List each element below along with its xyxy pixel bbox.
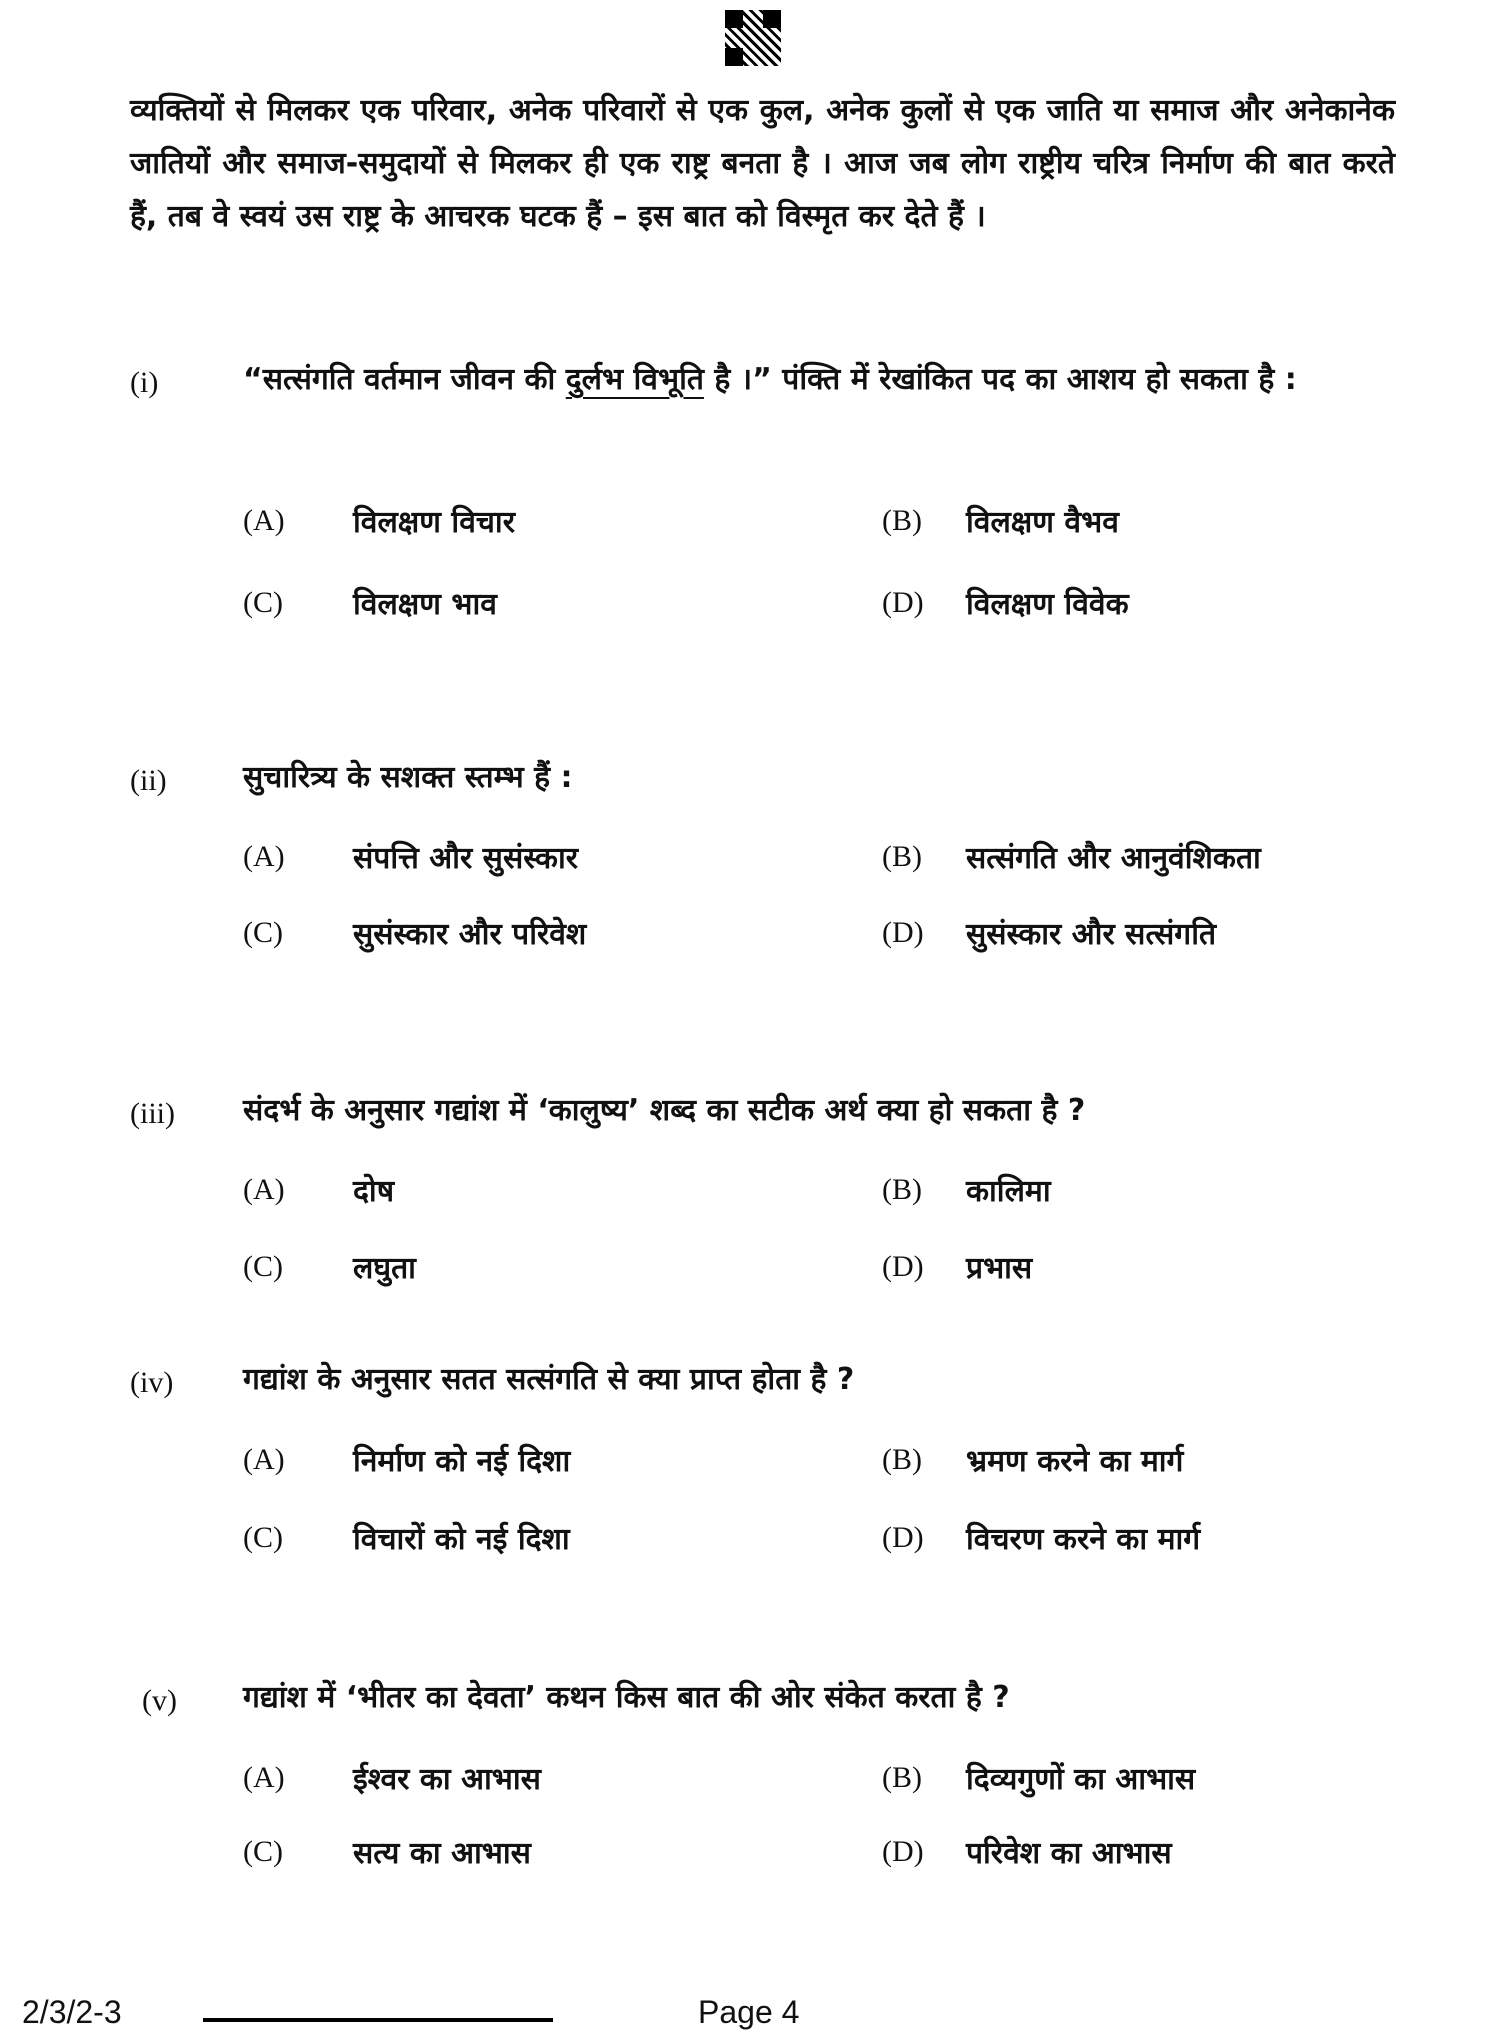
page-number: Page 4	[698, 1994, 800, 2030]
option-label: (B)	[882, 1443, 922, 1476]
option-text: सत्संगति और आनुवंशिकता	[966, 841, 1261, 876]
question-number: (i)	[130, 366, 159, 399]
option-label: (B)	[882, 840, 922, 873]
option-text: भ्रमण करने का मार्ग	[966, 1444, 1184, 1479]
option-text: दिव्यगुणों का आभास	[966, 1762, 1196, 1797]
question-text-part: “सत्संगति वर्तमान जीवन की	[243, 362, 566, 397]
question-text: गद्यांश के अनुसार सतत सत्संगति से क्या प्राप्त होता है ?	[243, 1362, 855, 1397]
option-text: विलक्षण विचार	[353, 505, 515, 540]
option-label: (D)	[882, 916, 924, 949]
option-label: (D)	[882, 1250, 924, 1283]
option-label: (A)	[243, 504, 285, 537]
option-text: दोष	[353, 1174, 395, 1209]
option-label: (C)	[243, 586, 283, 619]
option-label: (B)	[882, 1761, 922, 1794]
option-label: (B)	[882, 504, 922, 537]
footer-rule	[203, 2018, 553, 2022]
option-text: प्रभास	[966, 1251, 1033, 1286]
paper-code: 2/3/2-3	[22, 1994, 122, 2030]
option-text: विचारों को नई दिशा	[353, 1522, 570, 1557]
option-text: सत्य का आभास	[353, 1836, 531, 1871]
question-text: सुचारित्र्य के सशक्त स्तम्भ हैं :	[243, 760, 573, 795]
option-text: विलक्षण भाव	[353, 587, 497, 622]
option-label: (C)	[243, 1250, 283, 1283]
option-label: (A)	[243, 1443, 285, 1476]
question-text-part: है ।” पंक्ति में रेखांकित पद का आशय हो सकता है :	[703, 362, 1297, 397]
question-text: संदर्भ के अनुसार गद्यांश में ‘कालुष्य’ शब्द का सटीक अर्थ क्या हो सकता है ?	[243, 1093, 1086, 1128]
option-text: विचरण करने का मार्ग	[966, 1522, 1201, 1557]
option-text: सुसंस्कार और परिवेश	[353, 917, 587, 952]
option-label: (C)	[243, 916, 283, 949]
question-number: (v)	[142, 1684, 177, 1717]
option-text: परिवेश का आभास	[966, 1836, 1172, 1871]
option-label: (D)	[882, 1521, 924, 1554]
option-text: सुसंस्कार और सत्संगति	[966, 917, 1217, 952]
qr-code	[723, 8, 783, 68]
option-text: विलक्षण वैभव	[966, 505, 1119, 540]
option-label: (C)	[243, 1521, 283, 1554]
option-label: (D)	[882, 586, 924, 619]
option-text: ईश्वर का आभास	[353, 1762, 541, 1797]
question-number: (ii)	[130, 764, 167, 797]
option-text: लघुता	[353, 1251, 416, 1286]
option-text: कालिमा	[966, 1174, 1051, 1209]
question-number: (iv)	[130, 1366, 174, 1399]
option-text: संपत्ति और सुसंस्कार	[353, 841, 578, 876]
question-number: (iii)	[130, 1097, 175, 1130]
question-text	[243, 352, 1393, 408]
option-text: निर्माण को नई दिशा	[353, 1444, 571, 1479]
option-label: (B)	[882, 1173, 922, 1206]
option-label: (A)	[243, 1173, 285, 1206]
passage-text: व्यक्तियों से मिलकर एक परिवार, अनेक परिवारों से एक कुल, अनेक कुलों से एक जाति या समाज और अनेकानेक जातियों और समाज-समुदायों से मिलकर ही एक राष्ट्र बनता है । आज जब लोग राष्ट्रीय चरित्र निर्माण की बात करते हैं, तब वे स्वयं उस राष्ट्र के आचरक घटक हैं – इस बात को विस्मृत कर देते हैं ।	[130, 93, 1395, 234]
option-text: विलक्षण विवेक	[966, 587, 1129, 622]
option-label: (A)	[243, 1761, 285, 1794]
question-text: गद्यांश में ‘भीतर का देवता’ कथन किस बात की ओर संकेत करता है ?	[243, 1680, 1010, 1715]
option-label: (D)	[882, 1835, 924, 1868]
option-label: (A)	[243, 840, 285, 873]
option-label: (C)	[243, 1835, 283, 1868]
underlined-phrase: दुर्लभ विभूति	[565, 362, 704, 397]
